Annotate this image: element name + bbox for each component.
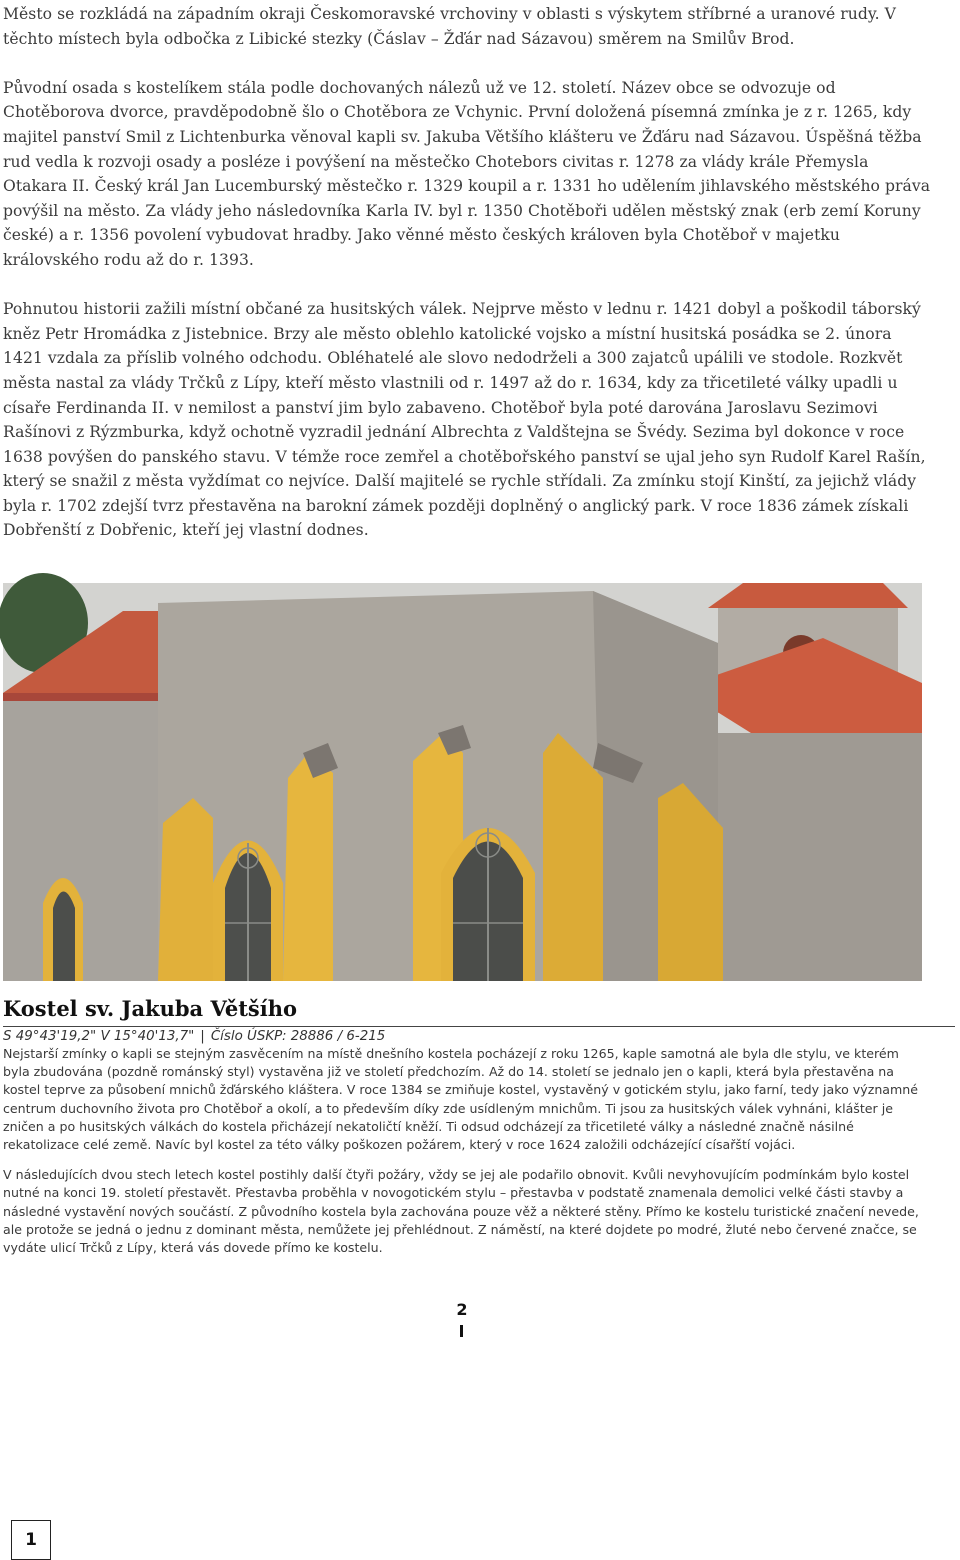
church-illustration [3,583,922,981]
intro-paragraph-3: Pohnutou historii zažili místní občané za husitských válek. Nejprve město v lednu r. 1421 dobyl a poškodil táborský kněz Petr Hromádka z Jistebnice. Brzy ale město oblehlo katolické vojsko a místní husitská posádka se 2. února 1421 vzdala za příslib volného odchodu. Obléhatelé ale slovo nedodrželi a 300 zajatců upálili ve stodole. Rozkvět města nastal za vlády Trčků z Lípy, kteří město vlastnili od r. 1497 až do r. 1634, kdy za třicetileté války upadli u císaře Ferdinanda II. v nemilost a panství jim bylo zabaveno. Chotěboř byla poté darována Jaroslavu Sezimovi Rašínovi z Rýzmburka, když ochotně vyzradil jednání Albrechta z Valdštejna se Švédy. Sezima byl dokonce v roce 1638 povýšen do panského stavu. V témže roce zemřel a chotěbořského panství se ujal jeho syn Rudolf Karel Rašín, který se snažil z města vyždímat co nejvíce. Další majitelé se rychle střídali. Za zmínku stojí Kinští, za jejichž vlády byla r. 1702 zdejší tvrz přestavěna na barokní zámek později doplněný o anglický park. V roce 1836 zámek získali Dobřenští z Dobřenic, kteří jej vlastní dodnes. [3,300,926,540]
section-paragraph-2: V následujících dvou stech letech kostel postihly další čtyři požáry, vždy se jej ale podařilo obnovit. Kvůli nevyhovujícím podmínkám bylo kostel nutné na konci 19. století přestavět. Přestavba proběhla v novogotickém stylu – přestavba v podstatě znamenala demolici velké části stavby a následné vystavění nových součástí. Z původního kostela byla zachována pouze věž a některé stěny. Přímo ke kostelu turistické značení nevede, ale protože se jedná o jednu z dominant města, nemůžete jej přehlédnout. Z náměstí, na které dojdete po modré, žluté nebo červené značce, se vydáte ulicí Trčků z Lípy, která vás dovede přímo ke kostelu. [3,1167,919,1256]
meta-separator: | [200,1029,205,1044]
uskp-number: Číslo ÚSKP: 28886 / 6-215 [210,1029,386,1044]
section-paragraph-1: Nejstarší zmínky o kapli se stejným zasvěcením na místě dnešního kostela pocházejí z roku 1265, kaple samotná ale byla dle stylu, ve kterém byla zbudována (pozdně románský styl) vystavěna již ve století předchozím. Až do 14. století se jednalo jen o kapli, která byla přestavěna na kostel teprve za působení mnichů žďárského kláštera. V roce 1384 se zmiňuje kostel, vystavěný v gotickém stylu, jako farní, tedy jako významné centrum duchovního života pro Chotěboř a okolí, a to především díky zde usídleným mnichům. Ti jsou za husitských válek vyhnáni, klášter je zničen a po husitských válkách do kostela přicházejí nekatoličtí kněží. Ti odsud odcházejí za třicetileté války a následné značně násilné rekatolizace celé země. Navíc byl kostel za této války poškozen požárem, který v roce 1624 založili odcházející císařští vojáci. [3,1046,919,1153]
photo-number-badge: 1 [11,1520,51,1560]
intro-paragraph-1: Město se rozkládá na západním okraji Českomoravské vrchoviny v oblasti s výskytem stříbrné a uranové rudy. V těchto místech byla odbočka z Libické stezky (Čáslav – Žďár nad Sázavou) směrem na Smilův Brod. [3,5,896,48]
section-body [3,1045,928,1269]
section-meta [3,1027,953,1047]
page-number: 2 [456,1300,468,1319]
intro-paragraph-2: Původní osada s kostelíkem stála podle dochovaných nálezů už ve 12. století. Název obce se odvozuje od Chotěborova dvorce, pravděpodobně šlo o Chotěbora ze Vchynic. První doložená písemná zmínka je z r. 1265, kdy majitel panství Smil z Lichtenburka věnoval kapli sv. Jakuba Většího klášteru ve Žďáru nad Sázavou. Úspěšná těžba rud vedla k rozvoji osady a posléze i povýšení na městečko Chotebors civitas r. 1278 za vlády krále Přemysla Otakara II. Český král Jan Lucemburský městečko r. 1329 koupil a r. 1331 ho udělením jihlavského městského práva povýšil na město. Za vlády jeho následovníka Karla IV. byl r. 1350 Chotěboři udělen městský znak (erb zemí Koruny české) a r. 1356 povolení vybudovat hradby. Jako věnné město českých královen byla Chotěboř v majetku královského rodu až do r. 1393. [3,78,931,269]
page-number-bar [460,1325,463,1337]
gps-coordinates: S 49°43'19,2" V 15°40'13,7" [3,1029,195,1044]
section-title: Kostel sv. Jakuba Většího [3,996,297,1021]
intro-text [3,2,933,568]
